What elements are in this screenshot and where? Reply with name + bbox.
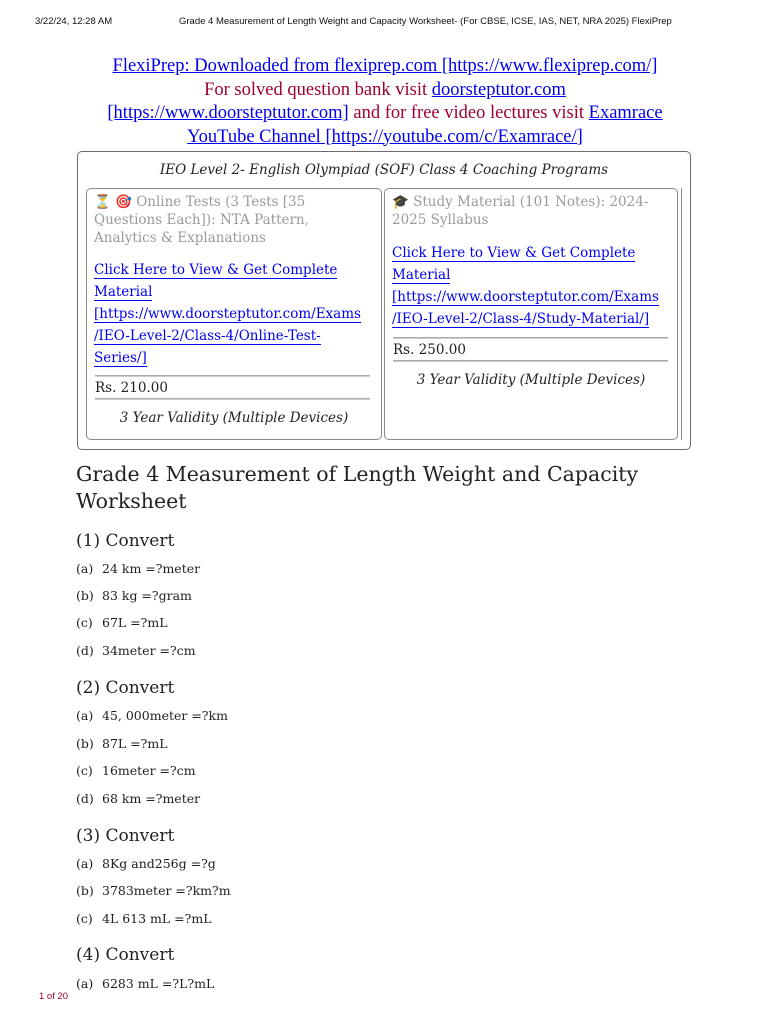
question-label: (a) [76,708,94,723]
link-line[interactable]: [https://www.doorsteptutor.com/Exams [392,289,659,305]
study-material-heading-text: Study Material (101 Notes): 2024-2025 Syllabus [392,194,649,228]
question-label: (c) [76,911,93,926]
card-edge [681,188,688,440]
question-item [76,588,192,603]
question-text: 8Kg and256g =?g [102,856,216,871]
question-label: (b) [76,588,94,603]
section-heading: (2) Convert [76,678,175,698]
question-text: 6283 mL =?L?mL [102,976,215,991]
online-tests-validity: 3 Year Validity (Multiple Devices) [119,410,349,426]
link-line[interactable]: [https://www.doorsteptutor.com/Exams [94,306,361,322]
hourglass-target-icon: ⏳ 🎯 [94,194,132,210]
question-item [76,763,196,778]
question-item [76,976,214,991]
question-item [76,791,200,806]
question-text: 45, 000meter =?km [102,708,228,723]
online-tests-heading-text: Online Tests (3 Tests [35 Questions Each]): NTA Pattern, Analytics & Explanations [94,194,309,246]
link-line[interactable]: /IEO-Level-2/Class-4/Study-Material/] [392,311,650,327]
question-text: 83 kg =?gram [102,588,192,603]
question-text: 34meter =?cm [102,643,196,658]
question-item [76,911,212,926]
study-material-link[interactable] [392,242,672,330]
study-material-card [384,188,678,440]
download-banner [80,55,690,149]
question-item [76,561,200,576]
banner-video-text: and for free video lectures visit [348,103,589,123]
worksheet-title: Grade 4 Measurement of Length Weight and Capacity Worksheet [76,462,639,513]
question-label: (c) [76,763,93,778]
question-text: 67L =?mL [102,615,168,630]
question-label: (b) [76,883,94,898]
link-line[interactable]: Material [392,267,451,283]
divider [393,360,668,362]
divider [95,398,370,400]
section-heading: (1) Convert [76,531,175,551]
divider [393,337,668,339]
link-line[interactable]: Click Here to View & Get Complete [392,245,636,261]
question-label: (d) [76,791,94,806]
online-tests-card [86,188,382,440]
question-text: 68 km =?meter [102,791,201,806]
online-tests-price: Rs. 210.00 [95,380,168,396]
flexiprep-link[interactable]: FlexiPrep: Downloaded from flexiprep.com [https://www.flexiprep.com/] [112,56,658,76]
question-text: 24 km =?meter [102,561,201,576]
print-timestamp: 3/22/24, 12:28 AM [35,16,113,27]
question-item [76,708,228,723]
coaching-programs-box [77,151,691,450]
doorsteptutor-link[interactable]: doorsteptutor.com [431,79,566,100]
question-item [76,615,168,630]
question-text: 87L =?mL [102,736,168,751]
link-line[interactable]: Material [94,284,153,300]
divider [95,375,370,377]
online-tests-heading [94,193,372,247]
question-text: 3783meter =?km?m [102,883,231,898]
doorsteptutor-url-link[interactable]: [https://www.doorsteptutor.com] [107,103,349,123]
link-line[interactable]: Series/] [94,350,147,366]
question-label: (c) [76,615,93,630]
link-line[interactable]: /IEO-Level-2/Class-4/Online-Test- [94,328,321,344]
study-material-heading [392,193,670,229]
examrace-link[interactable]: Examrace [588,103,663,123]
question-label: (a) [76,856,94,871]
question-label: (a) [76,561,94,576]
print-header [0,16,768,30]
question-item [76,736,168,751]
print-title: Grade 4 Measurement of Length Weight and Capacity Worksheet- (For CBSE, ICSE, IAS, NET, NRA 2025) FlexiPrep [179,16,672,27]
question-label: (d) [76,643,94,658]
question-item [76,856,216,871]
study-material-price: Rs. 250.00 [393,342,466,358]
study-material-validity: 3 Year Validity (Multiple Devices) [416,372,646,388]
link-line[interactable]: Click Here to View & Get Complete [94,262,338,278]
graduation-cap-icon: 🎓 [392,194,409,210]
promo-title: IEO Level 2- English Olympiad (SOF) Class 4 Coaching Programs [159,162,609,178]
question-item [76,643,196,658]
page-counter: 1 of 20 [39,991,69,1002]
question-text: 4L 613 mL =?mL [102,911,212,926]
banner-solved-text: For solved question bank visit [204,79,432,100]
section-heading: (4) Convert [76,945,175,965]
online-tests-link[interactable] [94,259,374,369]
question-label: (a) [76,976,94,991]
question-text: 16meter =?cm [102,763,196,778]
question-label: (b) [76,736,94,751]
question-item [76,883,231,898]
section-heading: (3) Convert [76,826,175,846]
youtube-channel-link[interactable]: YouTube Channel [https://youtube.com/c/Examrace/] [187,126,583,147]
